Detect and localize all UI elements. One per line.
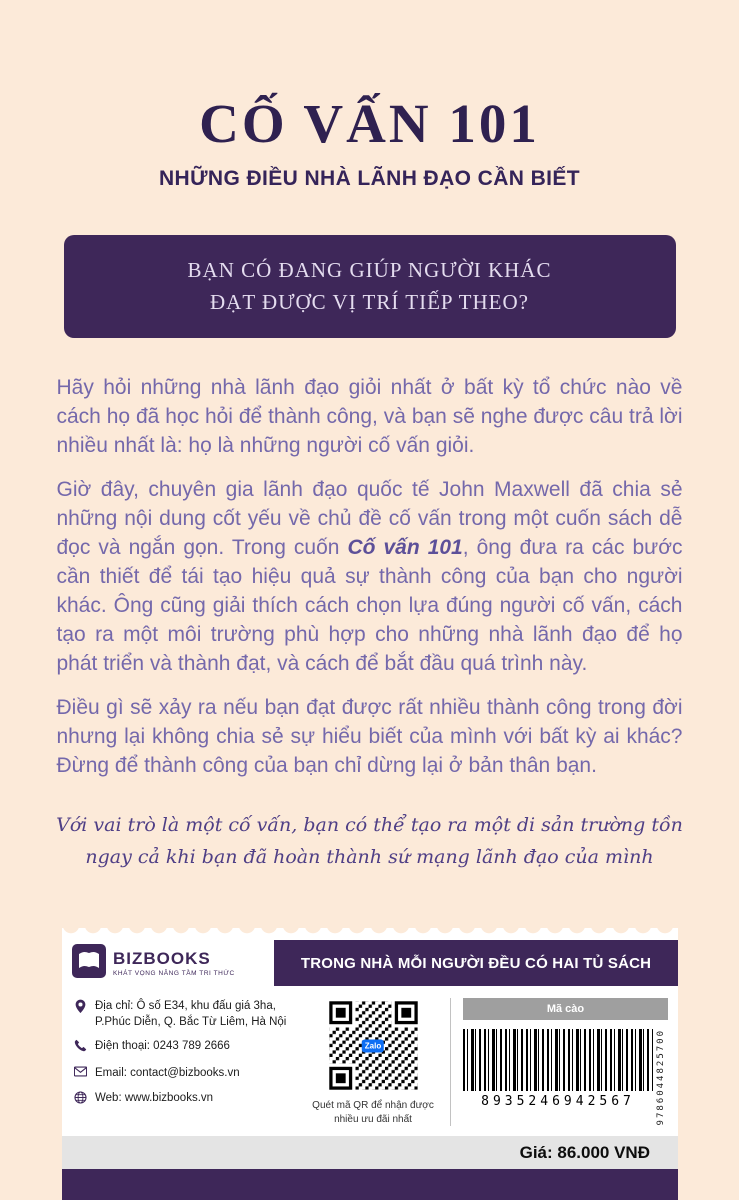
logo-text [113, 949, 235, 977]
price-bar [62, 1136, 678, 1169]
address-text [95, 998, 286, 1030]
book-name-inline: Cố vấn 101 [347, 535, 463, 559]
contact-web [74, 1090, 306, 1109]
paragraph-2 [57, 476, 683, 679]
contact-list [74, 998, 306, 1126]
address-line1: Địa chỉ: Ô số E34, khu đấu giá 3ha, [95, 1000, 276, 1012]
price-text: Giá: 86.000 VNĐ [519, 1142, 650, 1162]
barcode-bars [463, 1029, 653, 1091]
logo-tagline: KHÁT VỌNG NÂNG TẦM TRI THỨC [113, 970, 235, 977]
web-text: Web: www.bizbooks.vn [95, 1092, 214, 1105]
isbn-vertical [653, 1029, 668, 1125]
footer-headline: TRONG NHÀ MỖI NGƯỜI ĐỀU CÓ HAI TỦ SÁCH [300, 954, 652, 972]
qr-section [306, 998, 440, 1126]
book-subtitle: NHỮNG ĐIỀU NHÀ LÃNH ĐẠO CẦN BIẾT [158, 167, 581, 190]
isbn-number: 9786044825700 [655, 1029, 666, 1126]
scratch-code-badge: Mã cào [463, 998, 668, 1020]
publisher-logo [62, 940, 274, 986]
paragraph-2-pre: Giờ đây, chuyên gia lãnh đạo quốc tế John Maxwell đã chia sẻ những nội dung cốt yếu về chủ đề cố vấn trong một cuốn sách dễ đọc và ngắn gọn. Trong cuốn [56, 477, 683, 559]
paragraph-3: Điều gì sẽ xảy ra nếu bạn đạt được rất nhiều thành công trong đời nhưng lại không chia sẻ sự hiểu biết của mình với bất kỳ ai khác? Đừng để thành công của bạn chỉ dừng lại ở bản thân bạn. [56, 695, 683, 777]
phone-icon [74, 1038, 88, 1057]
closing-quote-line2: ngay cả khi bạn đã hoàn thành sứ mạng lãnh đạo của mình [85, 845, 654, 868]
paragraph-2-post: , ông đưa ra các bước cần thiết để tái tạo hiệu quả sự thành công của bạn cho người khác. Ông cũng giải thích cách chọn lựa đúng người cố vấn, cách tạo ra một môi trường phù hợp cho những nhà lãnh đạo để họ phát triển và thành đạt, và cách để bắt đầu quá trình này. [56, 535, 683, 675]
paragraph-1: Hãy hỏi những nhà lãnh đạo giỏi nhất ở bất kỳ tổ chức nào về cách họ đã học hỏi để thành công, và bạn sẽ nghe được câu trả lời nhiều nhất là: họ là những người cố vấn giỏi. [56, 376, 683, 457]
question-banner-line2: ĐẠT ĐƯỢC VỊ TRÍ TIẾP THEO? [210, 289, 529, 314]
phone-text: Điện thoại: 0243 789 2666 [95, 1040, 230, 1053]
barcode-number: 8935246942567 [481, 1094, 635, 1109]
closing-quote [0, 809, 739, 874]
bizbooks-book-icon [72, 944, 106, 983]
barcode-section [450, 998, 668, 1126]
closing-quote-line1: Với vai trò là một cố vấn, bạn có thể tạo ra một di sản trường tồn [56, 813, 683, 836]
qr-code [326, 998, 421, 1093]
contact-address [74, 998, 306, 1030]
book-title: CỐ VẤN 101 [199, 93, 540, 154]
description-text [57, 374, 683, 781]
location-icon [74, 998, 88, 1030]
footer-purple-strip [62, 1169, 678, 1200]
barcode [463, 1029, 653, 1125]
footer-header-bar [62, 940, 678, 986]
perforated-edge [62, 928, 678, 940]
qr-caption: Quét mã QR để nhận được nhiều ưu đãi nhất [312, 1100, 434, 1125]
question-banner-line1: BẠN CÓ ĐANG GIÚP NGƯỜI KHÁC [187, 258, 552, 282]
contact-email [74, 1065, 306, 1082]
question-banner [64, 235, 676, 338]
contact-phone [74, 1038, 306, 1057]
zalo-logo: Zalo [362, 1039, 384, 1052]
email-text: Email: contact@bizbooks.vn [95, 1067, 240, 1080]
footer-content [62, 986, 678, 1136]
globe-icon [74, 1090, 88, 1109]
barcode-zone [463, 1029, 668, 1125]
address-line2: P.Phúc Diễn, Q. Bắc Từ Liêm, Hà Nội [95, 1016, 287, 1029]
logo-name: BIZBOOKS [113, 949, 211, 968]
publisher-footer [62, 928, 678, 1200]
email-icon [74, 1065, 88, 1082]
